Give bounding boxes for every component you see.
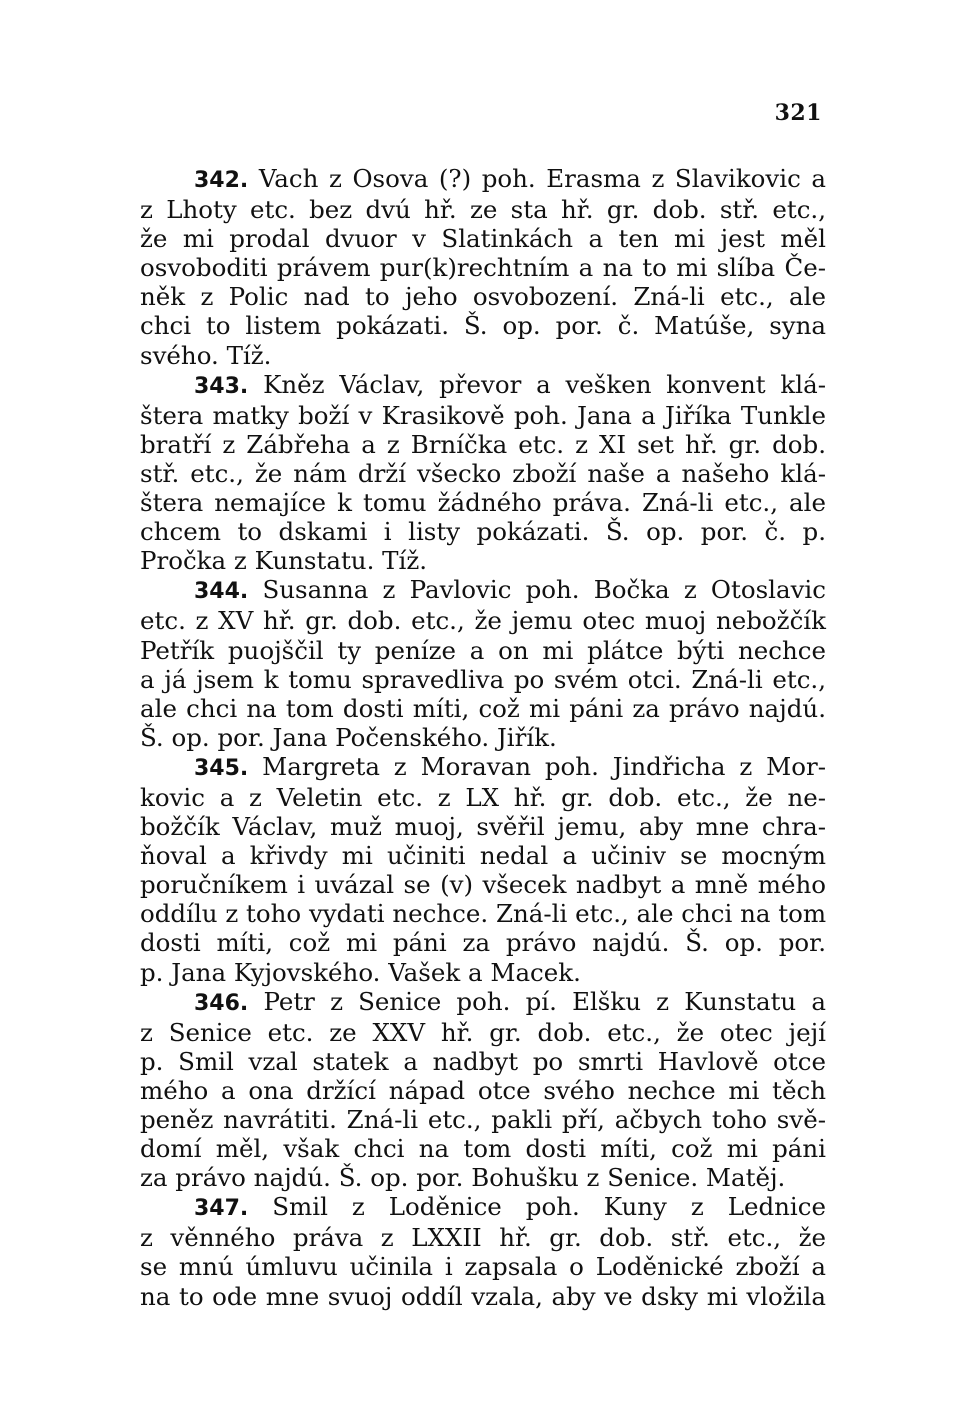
entry-line: oddílu z toho vydati nechce. Zná-li etc., ale chci na tom (140, 899, 827, 929)
entry-line: stř. etc., že nám drží všecko zboží naše a našeho klá- (140, 458, 826, 488)
entry-text: Margreta z Moravan poh. Jindřicha z Mor- (262, 751, 826, 781)
entry-first-line (140, 1192, 826, 1223)
entry-line: osvoboditi právem pur(k)rechtním a na to mi slíba Če- (140, 253, 826, 283)
entry-line: že mi prodal dvuor v Slatinkách a ten mi jest měl (140, 224, 826, 254)
entry-line: z věnného práva z LXXII hř. gr. dob. stř. etc., že (140, 1223, 826, 1253)
entry-line: bratří z Zábřeha a z Brníčka etc. z XI set hř. gr. dob. (140, 429, 826, 459)
entry-first-line (140, 164, 826, 195)
entry (140, 575, 826, 752)
entry-line: z Lhoty etc. bez dvú hř. ze sta hř. gr. dob. stř. etc., (140, 195, 826, 225)
entry-number: 343. (194, 373, 249, 399)
entry-line: svého. Tíž. (140, 340, 272, 370)
entry-line: na to ode mne svuoj oddíl vzala, aby ve dsky mi vložila (140, 1281, 826, 1311)
entry-text: Susanna z Pavlovic poh. Bočka z Otoslavic (262, 575, 826, 605)
entry-text: Kněz Václav, převor a vešken konvent klá- (263, 369, 826, 399)
entry-number: 344. (194, 579, 249, 605)
page-number: 321 (774, 100, 822, 126)
entry-line: Pročka z Kunstatu. Tíž. (140, 546, 428, 576)
entry (140, 370, 826, 576)
entry-line: kovic a z Veletin etc. z LX hř. gr. dob. etc., že ne- (140, 782, 826, 812)
entry-line: božčík Václav, muž muoj, svěřil jemu, aby mne chra- (140, 812, 826, 842)
entry-line: štera matky boží v Krasikově poh. Jana a Jiříka Tunkle (140, 400, 826, 430)
entry-first-line (140, 987, 826, 1018)
entry-line: něk z Polic nad to jeho osvobození. Zná-li etc., ale (140, 282, 826, 312)
entry-line: štera nemajíce k tomu žádného práva. Zná-li etc., ale (140, 488, 826, 518)
entry-text: Vach z Osova (?) poh. Erasma z Slavikovic a (258, 164, 826, 193)
entry-line: p. Smil vzal statek a nadbyt po smrti Havlově otce (140, 1046, 826, 1076)
entries-list (140, 164, 826, 1311)
entry (140, 752, 826, 987)
entry-line: chci to listem pokázati. Š. op. por. č. Matúše, syna (140, 311, 826, 341)
entry-line: se mnú úmluvu učinila i zapsala o Loděnické zboží a (140, 1252, 826, 1282)
entry-first-line (140, 370, 826, 401)
entry-line: a já jsem k tomu spravedliva po svém otci. Zná-li etc., (140, 664, 826, 694)
entry-line: p. Jana Kyjovského. Vašek a Macek. (140, 957, 581, 987)
entry-line: mého a ona držící nápad otce svého nechce mi těch (140, 1075, 826, 1105)
entry-text: Petr z Senice poh. pí. Elšku z Kunstatu a (263, 986, 826, 1016)
entry-line: domí měl, však chci na tom dosti míti, což mi páni (140, 1134, 826, 1164)
entry-line: peněz navrátiti. Zná-li etc., pakli pří, ačbych toho svě- (140, 1105, 826, 1134)
entry-number: 345. (194, 755, 249, 781)
entry-line: dosti míti, což mi páni za právo najdú. Š. op. por. (140, 928, 826, 958)
entry-line: ňoval a křivdy mi učiniti nedal a učiniv se mocným (140, 841, 826, 871)
entry-line: za právo najdú. Š. op. por. Bohušku z Senice. Matěj. (140, 1163, 786, 1193)
entry-first-line (140, 575, 826, 606)
entry-line: Petřík puojščil ty peníze a on mi plátce býti nechce (140, 635, 826, 665)
entry-number: 342. (194, 168, 249, 193)
entry-line: etc. z XV hř. gr. dob. etc., že jemu otec muoj nebožčík (140, 606, 826, 636)
entry (140, 164, 826, 370)
entry-number: 347. (194, 1196, 249, 1222)
entry-first-line (140, 752, 826, 783)
entry-text: Smil z Loděnice poh. Kuny z Lednice (272, 1192, 826, 1222)
entry-line: chcem to dskami i listy pokázati. Š. op. por. č. p. (140, 517, 826, 547)
entry-line: Š. op. por. Jana Počenského. Jiřík. (140, 722, 557, 752)
entry-number: 346. (194, 990, 249, 1016)
entry (140, 1192, 826, 1310)
entry-line: ale chci na tom dosti míti, což mi páni za právo najdú. (140, 693, 826, 723)
entry-line: poručníkem i uvázal se (v) všecek nadbyt a mně mého (140, 870, 826, 900)
entry-line: z Senice etc. ze XXV hř. gr. dob. etc., že otec její (140, 1017, 826, 1047)
entry (140, 987, 826, 1193)
